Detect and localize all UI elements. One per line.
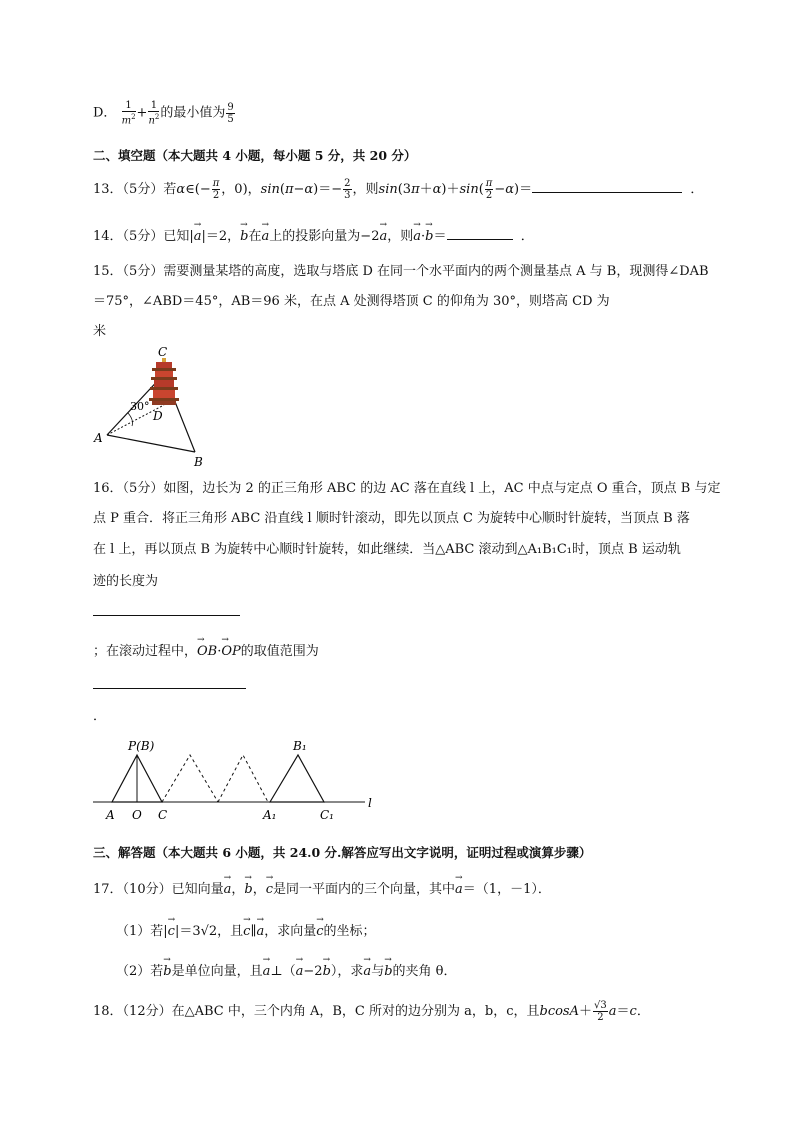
q16-answer-blank-1[interactable] — [93, 614, 240, 616]
question-16-line-5: ；在滚动过程中，→ OB·→ OP的取值范围为 — [93, 640, 319, 659]
pagoda-icon — [149, 358, 179, 405]
question-16-line-1: 16．（5分）如图，边长为 2 的正三角形 ABC 的边 AC 落在直线 l 上，AC 中点与定点 O 重合，顶点 B 与定 — [93, 481, 721, 496]
option-d-text: 的最小值为 — [160, 105, 226, 121]
question-15-line-2: ＝75°，∠ABD＝45°，AB＝96 米，在点 A 处测得塔顶 C 的仰角为 30°，则塔高 CD 为 — [93, 294, 610, 309]
svg-text:B₁: B₁ — [293, 739, 307, 753]
svg-text:C: C — [158, 345, 168, 359]
rolling-triangle-figure — [90, 735, 390, 830]
option-d-label: D． — [93, 105, 117, 121]
q14-answer-blank[interactable] — [447, 227, 513, 240]
question-16-line-3: 在 l 上，再以顶点 B 为旋转中心顺时针旋转，如此继续．当△ABC 滚动到△A₁B₁C₁时，顶点 B 运动轨 — [93, 542, 681, 557]
svg-text:C: C — [158, 808, 168, 822]
question-15-line-1: 15．（5分）需要测量某塔的高度，选取与塔底 D 在同一个水平面内的两个测量基点 A 与 B，现测得∠DAB — [93, 264, 709, 279]
triangle-a1b1c1 — [270, 755, 324, 802]
question-15-line-3: 米 — [93, 324, 107, 339]
question-16-line-6: ． — [93, 709, 107, 724]
question-18: 18．（12分）在△ABC 中，三个内角 A，B，C 所对的边分别为 a，b，c，且bcosA＋ $\frac{√3}{2}$ a＝c． — [93, 1000, 650, 1023]
svg-text:30°: 30° — [130, 400, 150, 413]
svg-text:A: A — [106, 808, 115, 822]
dashed-triangle-2 — [218, 755, 268, 802]
svg-text:A: A — [94, 431, 103, 445]
svg-text:D: D — [153, 409, 163, 423]
question-17-part-1: （1）若|→ c|＝3√2，且→ c∥→ a，求向量→ c的坐标； — [116, 920, 376, 939]
q13-answer-blank[interactable] — [532, 180, 682, 193]
svg-text:C₁: C₁ — [320, 808, 334, 822]
line-ab — [107, 435, 195, 452]
svg-text:l: l — [368, 796, 372, 810]
dashed-triangle-1 — [162, 755, 218, 802]
option-d: D． $\frac{1}{m^2}$ + $\frac{1}{n^2}$ 的最小值为 $\frac{9}{5}$ — [93, 100, 234, 127]
question-14: 14．（5分）已知|→ a|＝2，→ b在→ a上的投影向量为−2→ a，则→ a·→ b＝ ． — [93, 225, 534, 244]
tower-figure — [90, 340, 220, 470]
section-2-heading: 二、填空题（本大题共 4 小题，每小题 5 分，共 20 分） — [93, 148, 417, 163]
question-17: 17．（10分）已知向量→ a，→ b，→ c是同一平面内的三个向量，其中→ a＝（1，－1）． — [93, 878, 551, 897]
svg-text:O: O — [132, 808, 142, 822]
svg-text:P(B): P(B) — [128, 739, 155, 753]
q16-answer-blank-2[interactable] — [93, 687, 246, 689]
section-3-heading: 三、解答题（本大题共 6 小题，共 24.0 分.解答应写出文字说明，证明过程或演算步骤） — [93, 845, 592, 860]
question-13: 13．（5分）若α∈(− $\frac{\pi}{2}$ ，0)，sin(π−α)＝− $\frac{2}{3}$ ，则sin(3π＋α)＋sin( $\frac{\pi}{2}$ −α)＝ ． — [93, 178, 704, 201]
svg-text:A₁: A₁ — [263, 808, 277, 822]
question-16-line-4: 迹的长度为 — [93, 574, 159, 589]
question-16-line-2: 点 P 重合．将正三角形 ABC 沿直线 l 顺时针滚动，即先以顶点 C 为旋转中心顺时针旋转，当顶点 B 落 — [93, 511, 690, 526]
svg-text:B: B — [194, 455, 203, 469]
question-17-part-2: （2）若→ b是单位向量，且→ a⊥（→ a−2→ b），求→ a与→ b的夹角 θ． — [116, 960, 457, 979]
